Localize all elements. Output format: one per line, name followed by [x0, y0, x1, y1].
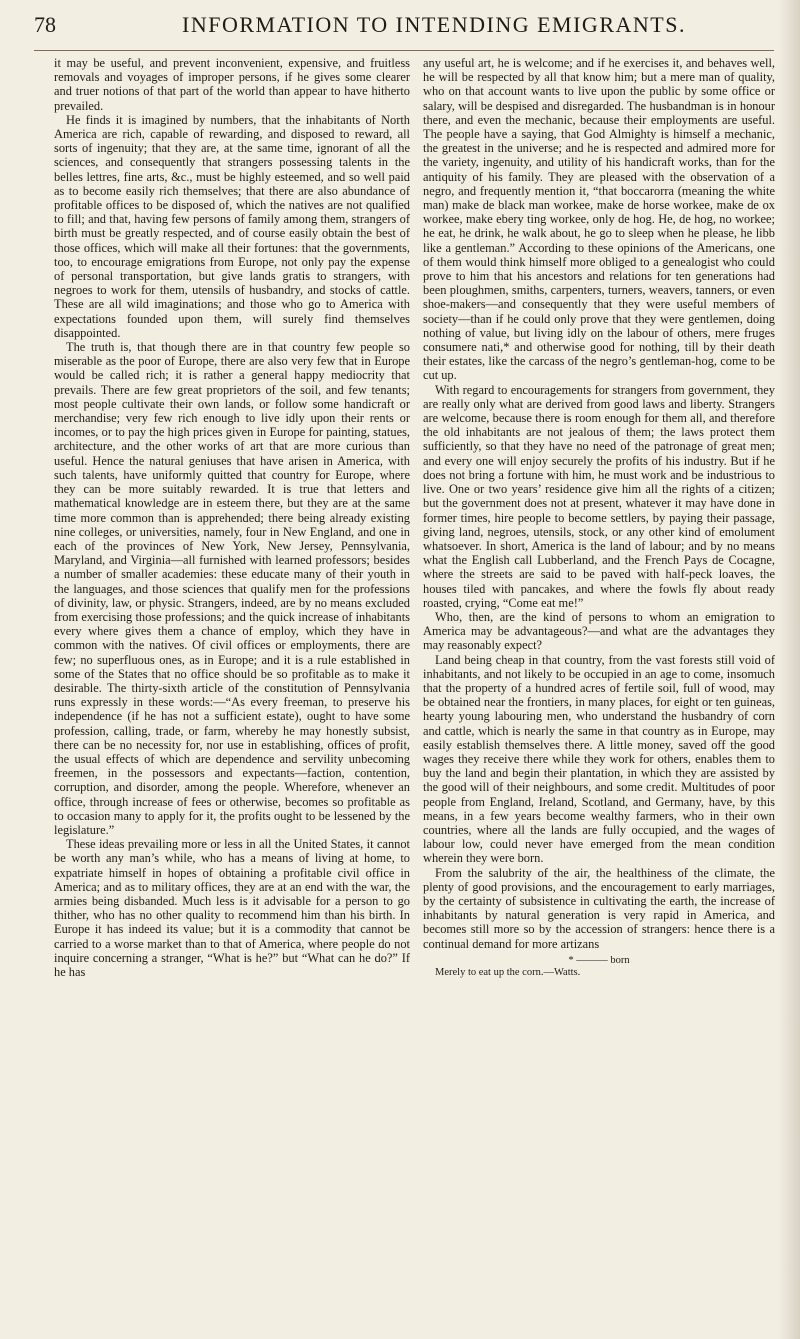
paragraph: The truth is, that though there are in that country few people so miserable as the poor of Europe, there are also very few that in Europe would be called rich; it is rather a general happy mediocrity that prevails. There are few great proprietors of the soil, and few tenants; most people cultivate their own lands, or follow some handicraft or merchandise; very few rich enough to live idly upon their rents or incomes, or to pay the high prices given in Europe for painting, statues, architecture, and the other works of art that are more curious than useful. Hence the natural geniuses that have arisen in America, with such talents, have uniformly quitted that country for Europe, where they can be more suitably rewarded. It is true that letters and mathematical knowledge are in esteem there, but they are at the same time more common than is apprehended; there being already existing nine colleges, or universities, namely, four in New England, and one in each of the provinces of New York, New Jersey, Pennsylvania, Maryland, and Virginia—all furnished with learned professors; besides a number of smaller academies: these educate many of their youth in the languages, and those sciences that qualify men for the professions of divinity, law, or physic. Strangers, indeed, are by no means excluded from exercising those professions; and the quick increase of inhabitants every where gives them a chance of employ, which they have in common with the natives. Of civil offices or employments, there are few; no superfluous ones, as in Europe; and it is a rule established in some of the States that no office should be so profitable as to make it desirable. The thirty-sixth article of the constitution of Pennsylvania runs expressly in these words:—“As every freeman, to preserve his independence (if he has not a sufficient estate), ought to have some profession, calling, trade, or farm, whereby he may honestly subsist, there can be no necessity for, nor use in establishing, offices of profit, the usual effects of which are dependence and servility unbecoming freemen, in the possessors and expectants—faction, contention, corruption, and disorder, among the people. Wherefore, whenever an office, through increase of fees or otherwise, becomes so profitable as to occasion many to apply for it, the profits ought to be lessened by the legislature.” — [54, 340, 410, 837]
paragraph: any useful art, he is welcome; and if he exercises it, and behaves well, he will be respected by all that know him; but a mere man of quality, who on that account wants to live upon the public by some office or salary, will be despised and disregarded. The husbandman is in honour there, and even the mechanic, because their employments are useful. The people have a saying, that God Almighty is himself a mechanic, the greatest in the universe; and he is respected and admired more for the variety, ingenuity, and utility of his handicraft works, than for the antiquity of his family. They are pleased with the observation of a negro, and frequently mention it, “that boccarorra (meaning the white man) make de black man workee, make de horse workee, make de ox workee, make ebery ting workee, only de hog. He, de hog, no workee; he eat, he drink, he walk about, he go to sleep when he please, he libb like a gentleman.” According to these opinions of the Americans, one of them would think himself more obliged to a genealogist who could prove to him that his ancestors and relations for ten generations had been ploughmen, smiths, carpenters, turners, weavers, tanners, or even shoe-makers—and consequently that they were useful members of society—than if he could only prove that they were gentlemen, doing nothing of value, but living idly on the labour of others, mere fruges consumere nati,* and otherwise good for nothing, till by their death their estates, like the carcass of the negro’s gentleman-hog, come to be cut up. — [423, 56, 775, 383]
footnote — [423, 955, 775, 979]
paragraph: He finds it is imagined by numbers, that the inhabitants of North America are rich, capable of rewarding, and disposed to reward, all sorts of ingenuity; that they are, at the same time, ignorant of all the sciences, and consequently that strangers possessing talents in the belles lettres, fine arts, &c., must be highly esteemed, and so well paid as to become easily rich themselves; that there are also abundance of profitable offices to be disposed of, which the natives are not qualified to fill; and that, having few persons of family among them, strangers of birth must be greatly respected, and of course easily obtain the best of those offices, which will make all their fortunes: that the governments, too, to encourage emigrations from Europe, not only pay the expense of personal transportation, but give lands gratis to strangers, with negroes to work for them, utensils of husbandry, and stocks of cattle. These are all wild imaginations; and those who go to America with expectations founded upon them, will surely find themselves disappointed. — [54, 112, 410, 340]
page-number: 78 — [34, 12, 56, 37]
running-head: INFORMATION TO INTENDING EMIGRANTS. — [182, 12, 686, 37]
paragraph: it may be useful, and prevent inconvenient, expensive, and fruitless removals and voyages of improper persons, if he gives some clearer and truer notions of that part of the world than appear to have hitherto prevailed. — [54, 56, 410, 113]
page-header — [34, 12, 774, 48]
left-column — [54, 56, 410, 979]
footnote-text: Merely to eat up the corn.—Watts. — [435, 966, 581, 978]
footnote-mark: * ——— born — [568, 954, 630, 966]
header-rule — [34, 50, 774, 51]
paragraph: Who, then, are the kind of persons to whom an emigration to America may be advantageous?—and what are the advantages they may reasonably expect? — [423, 609, 775, 653]
paragraph: With regard to encouragements for strangers from government, they are really only what are derived from good laws and liberty. Strangers are welcome, because there is room enough for them all, and therefore the old inhabitants are not jealous of them; the laws protect them sufficiently, so that they have no need of the patronage of great men; and every one will enjoy securely the profits of his industry. But if he does not bring a fortune with him, he must work and be industrious to live. One or two years’ residence give him all the rights of a citizen; but the government does not at present, whatever it may have done in former times, hire people to become settlers, by paying their passage, giving land, negroes, utensils, stock, or any other kind of emolument whatsoever. In short, America is the land of labour; and by no means what the English call Lubberland, and the French Pays de Cocagne, where the streets are said to be paved with half-peck loaves, the houses tiled with pancakes, and where the fowls fly about ready roasted, crying, “Come eat me!” — [423, 382, 775, 610]
page-edge-shadow — [778, 0, 800, 1339]
paragraph: From the salubrity of the air, the healthiness of the climate, the plenty of good provisions, and the encouragement to early marriages, by the certainty of subsistence in cultivating the earth, the increase of inhabitants by natural generation is very rapid in America, and becomes still more so by the accession of strangers: hence there is a continual demand for more artizans — [423, 865, 775, 951]
paragraph: These ideas prevailing more or less in all the United States, it cannot be worth any man’s while, who has a means of living at home, to expatriate himself in hopes of obtaining a profitable civil office in America; and as to military offices, they are at an end with the war, the armies being disbanded. Much less is it advisable for a person to go thither, who has no other quality to recommend him than his birth. In Europe it has indeed its value; but it is a commodity that cannot be carried to a worse market than to that of America, where people do not inquire concerning a stranger, “What is he?” but “What can he do?” If he has — [54, 837, 410, 979]
right-column — [423, 56, 775, 979]
paragraph: Land being cheap in that country, from the vast forests still void of inhabitants, and not likely to be occupied in an age to come, insomuch that the property of a hundred acres of fertile soil, full of wood, may be obtained near the frontiers, in many places, for eight or ten guineas, hearty young labouring men, who understand the husbandry of corn and cattle, which is nearly the same in that country as in Europe, may easily establish themselves there. A little money, saved off the good wages they receive there while they work for others, enables them to buy the land and begin their plantation, in which they are assisted by the good will of their neighbours, and some credit. Multitudes of poor people from England, Ireland, Scotland, and Germany, have, by this means, in a few years become wealthy farmers, who in their own countries, where all the lands are fully occupied, and the wages of labour low, could never have emerged from the mean condition wherein they were born. — [423, 652, 775, 866]
